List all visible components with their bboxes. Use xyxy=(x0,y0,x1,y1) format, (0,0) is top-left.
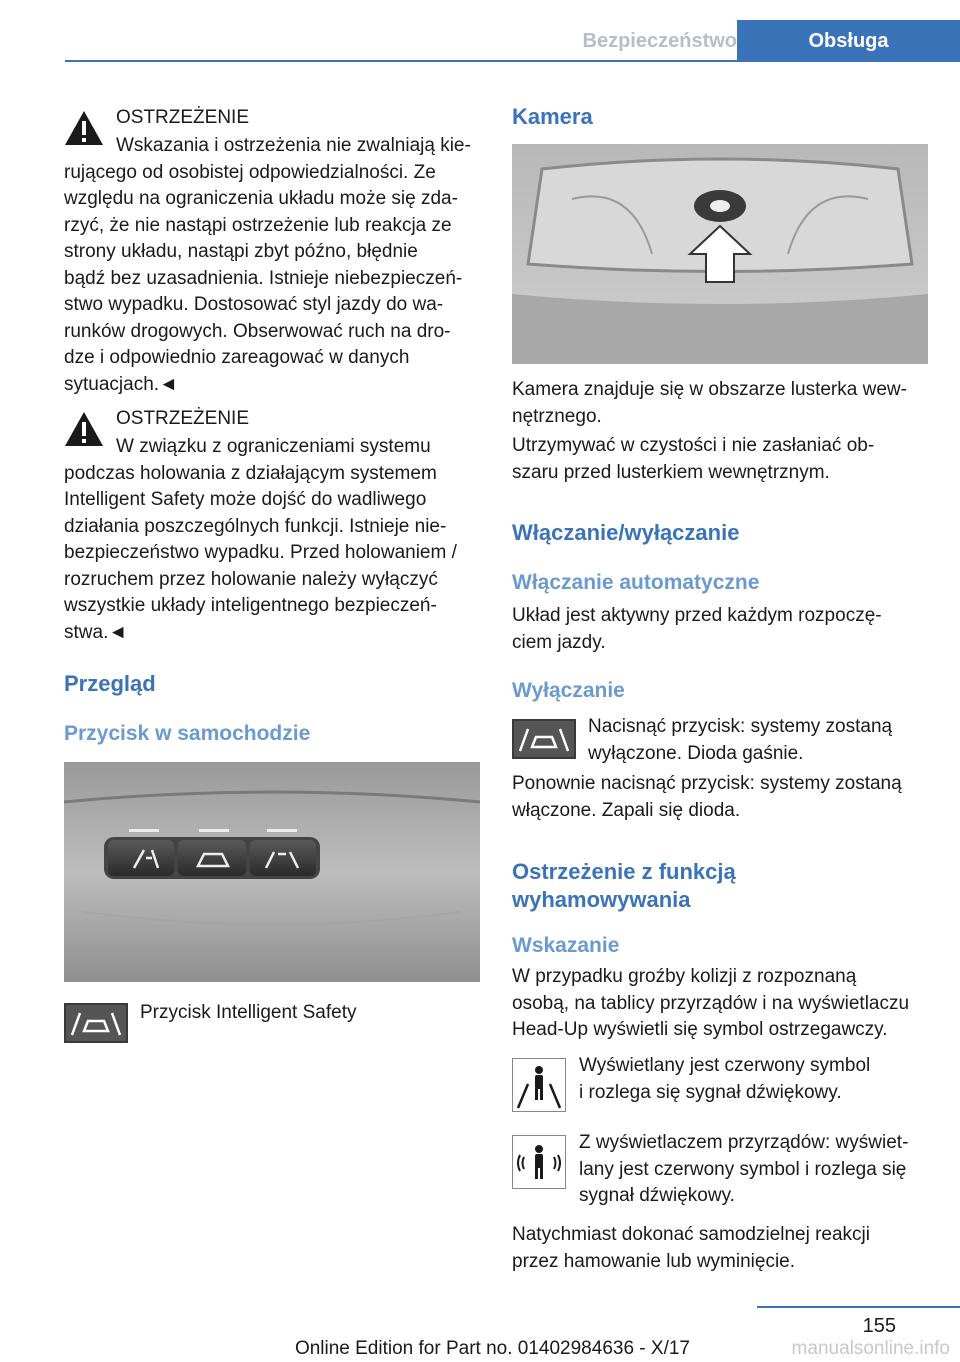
final-paragraph xyxy=(512,1222,928,1275)
text-line: szaru przed lusterkiem wewnętrznym. xyxy=(512,461,830,483)
heading-brake-warning xyxy=(512,858,736,914)
warning-line: W związku z ograniczeniami systemu xyxy=(116,436,431,457)
warning-line: dze i odpowiednio zareagować w danych xyxy=(64,347,410,368)
heading-line: wyhamowywania xyxy=(512,887,691,912)
text-line: i rozlega się sygnał dźwiękowy. xyxy=(579,1081,842,1103)
warning-line: Wskazania i ostrzeżenia nie zwalniają kie- xyxy=(116,135,471,156)
tab-obsluga[interactable]: Obsługa xyxy=(737,20,960,60)
text-line: przez hamowanie lub wyminięcie. xyxy=(512,1250,796,1272)
text-line: włączone. Zapali się dioda. xyxy=(512,799,741,821)
text-line: nętrznego. xyxy=(512,405,602,427)
warning-line: bądź bez uzasadnienia. Istnieje niebezpieczeń- xyxy=(64,267,463,289)
warning-line: rozruchem przez holowanie należy wyłączyć xyxy=(64,568,438,590)
camera-paragraph-1 xyxy=(512,377,928,430)
warning-line: Intelligent Safety może dojść do wadliwego xyxy=(64,489,427,510)
text-line: Z wyświetlaczem przyrządów: wyświet- xyxy=(579,1132,909,1153)
heading-line: Ostrzeżenie z funkcją xyxy=(512,859,736,884)
footer-rule xyxy=(757,1306,960,1308)
warning-line: stwo wypadku. Dostosować styl jazdy do wa- xyxy=(64,294,444,315)
heading-off: Wyłączanie xyxy=(512,679,625,702)
warning-line: rującego od osobistej odpowiedzialności. Ze xyxy=(64,161,436,183)
warning-title: OSTRZEŻENIE xyxy=(116,107,250,128)
warning-line: względu na ograniczenia układu może się zda- xyxy=(64,188,458,209)
intelligent-safety-button-icon xyxy=(64,1003,128,1043)
text-line: Wyświetlany jest czerwony symbol xyxy=(579,1055,871,1076)
warning-title: OSTRZEŻENIE xyxy=(116,408,250,429)
symbol2-text xyxy=(579,1130,928,1210)
indication-paragraph xyxy=(512,964,928,1044)
warning-line: strony układu, nastąpi zbyt późno, błędnie xyxy=(64,241,418,262)
auto-paragraph xyxy=(512,603,928,656)
warning-line: wszystkie układy inteligentnego bezpieczeń- xyxy=(64,595,437,616)
text-line: Natychmiast dokonać samodzielnej reakcji xyxy=(512,1224,870,1245)
text-line: Ponownie nacisnąć przycisk: systemy zostaną xyxy=(512,773,902,794)
text-line: Nacisnąć przycisk: systemy zostaną xyxy=(588,716,893,737)
text-line: Utrzymywać w czystości i nie zasłaniać ob- xyxy=(512,435,875,456)
warning-line: runków drogowych. Obserwować ruch na dro- xyxy=(64,320,451,342)
text-line: osobą, na tablicy przyrządów i na wyświetlaczu xyxy=(512,992,910,1014)
tab-bezpieczenstwo[interactable]: Bezpieczeństwo xyxy=(582,30,737,52)
pedestrian-warning-icon xyxy=(512,1058,566,1112)
heading-button-in-car: Przycisk w samochodzie xyxy=(64,722,311,745)
camera-photo xyxy=(512,144,928,364)
symbol1-text xyxy=(579,1053,928,1106)
text-line: Układ jest aktywny przed każdym rozpoczę- xyxy=(512,605,882,626)
text-line: wyłączone. Dioda gaśnie. xyxy=(588,742,804,764)
off-instruction xyxy=(588,714,928,767)
edition-footer: Online Edition for Part no. 01402984636 - X/17 xyxy=(294,1338,690,1359)
heading-indication: Wskazanie xyxy=(512,934,620,957)
heading-on-off: Włączanie/wyłączanie xyxy=(512,520,740,545)
off-paragraph xyxy=(512,771,928,824)
text-line: Head-Up wyświetli się symbol ostrzegawczy. xyxy=(512,1019,888,1040)
warning-line: rzyć, że nie nastąpi ostrzeżenie lub reakcja ze xyxy=(64,214,452,236)
warning-line: sytuacjach.◄ xyxy=(64,373,178,395)
text-line: Kamera znajduje się w obszarze lusterka wew- xyxy=(512,379,907,400)
button-panel-photo xyxy=(64,762,480,982)
page-number: 155 xyxy=(862,1315,896,1337)
intelligent-safety-button-icon xyxy=(512,719,576,759)
heading-auto-on: Włączanie automatyczne xyxy=(512,571,760,594)
text-line: ciem jazdy. xyxy=(512,631,606,653)
text-line: sygnał dźwiękowy. xyxy=(579,1185,735,1206)
warning-line: bezpieczeństwo wypadku. Przed holowaniem / xyxy=(64,542,457,563)
warning-line: podczas holowania z działającym systemem xyxy=(64,462,437,484)
pedestrian-sound-warning-icon xyxy=(512,1135,566,1189)
text-line: lany jest czerwony symbol i rozlega się xyxy=(579,1158,907,1180)
button-caption: Przycisk Intelligent Safety xyxy=(140,1002,357,1023)
watermark: manualsonline.info xyxy=(791,1338,950,1359)
heading-overview: Przegląd xyxy=(64,671,156,696)
camera-paragraph-2 xyxy=(512,433,928,486)
warning-line: działania poszczególnych funkcji. Istnieje nie- xyxy=(64,515,447,537)
text-line: W przypadku groźby kolizji z rozpoznaną xyxy=(512,966,857,987)
header-rule xyxy=(65,60,960,62)
warning-line: stwa.◄ xyxy=(64,621,128,643)
heading-camera: Kamera xyxy=(512,104,593,129)
